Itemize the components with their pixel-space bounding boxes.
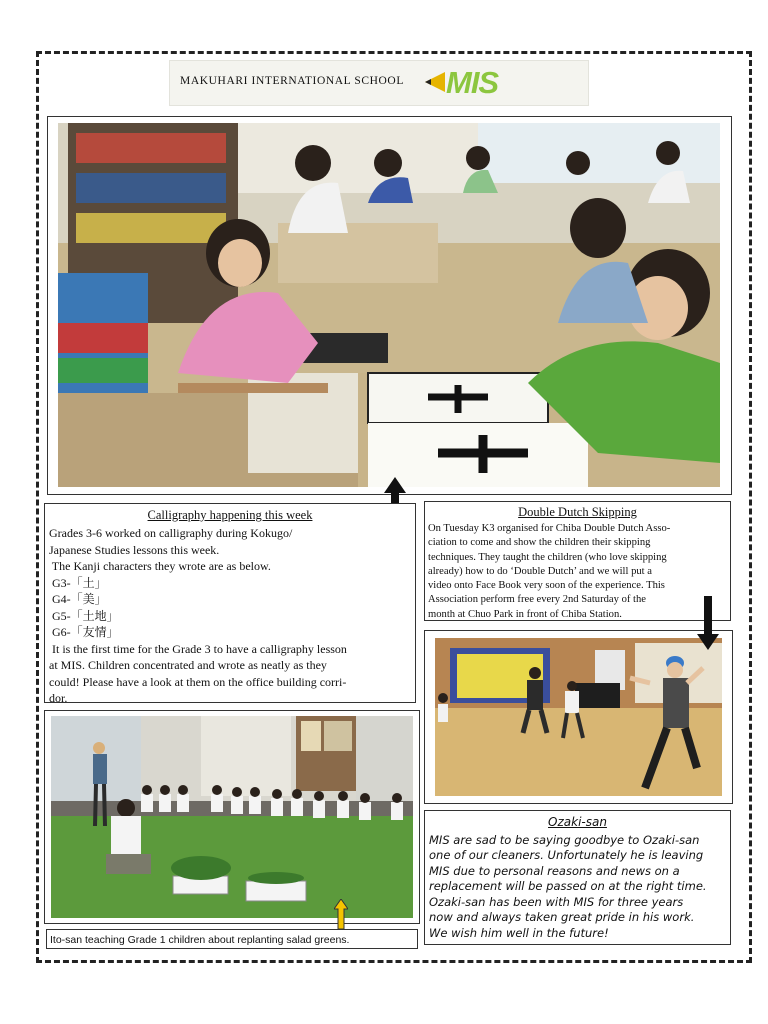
double-dutch-line: techniques. They taught the children (who love skipping xyxy=(428,551,667,563)
double-dutch-line: already) how to do ‘Double Dutch’ and we will put a xyxy=(428,565,652,577)
calligraphy-intro-line: Grades 3-6 worked on calligraphy during Kokugo/ xyxy=(49,526,293,540)
double-dutch-line: ciation to come and show the children their skipping xyxy=(428,537,651,549)
grade-g4: G4-「美」 xyxy=(49,592,107,606)
ozaki-line: We wish him well in the future! xyxy=(429,925,609,940)
arrow-down-icon xyxy=(697,596,719,650)
double-dutch-line: month at Chuo Park in front of Chiba Station. xyxy=(428,608,622,620)
double-dutch-title: Double Dutch Skipping xyxy=(518,505,637,519)
double-dutch-body xyxy=(428,522,727,622)
double-dutch-gym-photo xyxy=(435,638,722,796)
ozaki-line: replacement will be passed on at the right time. xyxy=(429,879,707,893)
ozaki-line: now and always taken great pride in his work. xyxy=(429,910,695,924)
ozaki-article xyxy=(424,810,731,945)
ozaki-body xyxy=(429,833,726,942)
school-name: MAKUHARI INTERNATIONAL SCHOOL xyxy=(180,75,404,87)
calligraphy-article xyxy=(44,503,416,703)
ozaki-line: MIS are sad to be saying goodbye to Ozaki-san xyxy=(429,832,700,847)
pencil-tip-icon xyxy=(425,79,431,85)
calligraphy-photo-frame xyxy=(47,116,732,495)
grade-g6: G6-「友情」 xyxy=(49,625,119,639)
yellow-arrow-up-icon xyxy=(334,899,348,929)
calligraphy-closing-line: dor. xyxy=(49,691,68,705)
ozaki-line: MIS due to personal reasons and news on a xyxy=(429,863,680,878)
ozaki-title: Ozaki-san xyxy=(548,815,607,829)
double-dutch-line: On Tuesday K3 organised for Chiba Double Dutch Asso- xyxy=(428,523,671,534)
calligraphy-closing-line: could! Please have a look at them on the office building corri- xyxy=(49,674,347,689)
grade-g5: G5-「土地」 xyxy=(49,608,119,623)
ozaki-line: one of our cleaners. Unfortunately he is leaving xyxy=(429,848,704,862)
calligraphy-intro-line: The Kanji characters they wrote are as below. xyxy=(49,559,271,573)
calligraphy-classroom-photo xyxy=(58,123,720,487)
calligraphy-intro xyxy=(49,525,411,707)
double-dutch-photo-frame xyxy=(424,630,733,804)
double-dutch-line: Association perform free every 2nd Saturday of the xyxy=(428,594,646,606)
school-header xyxy=(169,60,589,106)
garden-replanting-photo xyxy=(51,716,413,918)
calligraphy-title: Calligraphy happening this week xyxy=(147,508,313,522)
grade-g3: G3-「土」 xyxy=(49,575,107,590)
double-dutch-article xyxy=(424,501,731,621)
ozaki-line: Ozaki-san has been with MIS for three years xyxy=(429,894,684,909)
double-dutch-line: video onto Face Book very soon of the experience. This xyxy=(428,580,665,592)
garden-photo-caption: Ito-san teaching Grade 1 children about replanting salad greens. xyxy=(46,929,418,949)
calligraphy-closing-line: It is the first time for the Grade 3 to have a calligraphy lesson xyxy=(49,641,347,656)
garden-photo-frame xyxy=(44,710,420,924)
calligraphy-intro-line: Japanese Studies lessons this week. xyxy=(49,542,220,557)
mis-logo: MIS xyxy=(446,65,499,100)
calligraphy-closing-line: at MIS. Children concentrated and wrote as neatly as they xyxy=(49,658,327,672)
